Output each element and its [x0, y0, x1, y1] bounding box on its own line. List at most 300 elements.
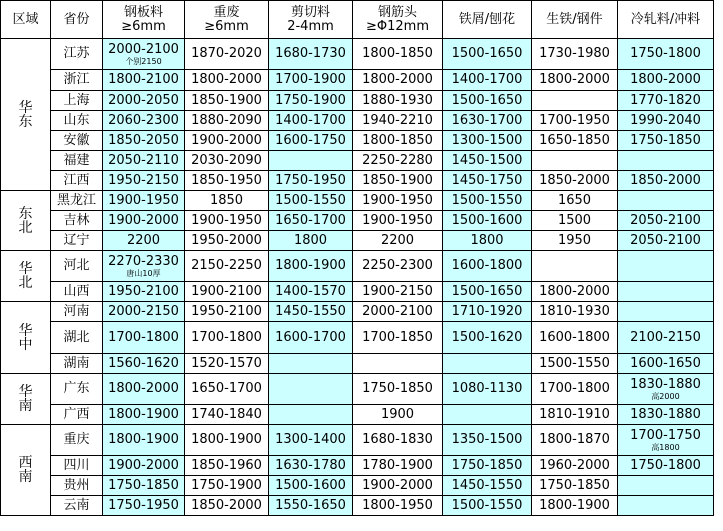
province-cell: 河南 — [51, 302, 103, 322]
rebar-end-price-cell — [353, 496, 443, 516]
heavy-scrap-price-value: 1740-1840 — [191, 406, 262, 422]
iron-chips-price-value: 1500-1600 — [451, 212, 523, 228]
iron-chips-price-cell — [443, 111, 532, 131]
iron-chips-price-cell — [443, 91, 532, 111]
shearing-price-cell — [269, 374, 353, 405]
province-cell: 湖北 — [51, 322, 103, 354]
heavy-scrap-price-value: 1950-2100 — [191, 303, 262, 319]
rebar-end-price-cell — [353, 374, 443, 405]
header-heavy-scrap-name: 重废 — [213, 4, 240, 20]
rebar-end-price-cell — [353, 91, 443, 111]
shearing-price-cell — [269, 91, 353, 111]
steel-plate-price-value: 1800-1900 — [108, 406, 179, 422]
iron-chips-price-value: 1450-1500 — [451, 152, 523, 168]
steel-plate-price-cell — [103, 405, 185, 425]
heavy-scrap-price-value: 1870-2020 — [191, 46, 262, 61]
province-cell: 四川 — [51, 456, 103, 476]
steel-plate-price-value: 1700-1800 — [108, 329, 179, 345]
heavy-scrap-price-value: 1700-1800 — [191, 329, 262, 345]
header-shearing-name: 剪切料 — [290, 4, 330, 20]
table-row — [1, 171, 714, 191]
province-cell: 江西 — [51, 171, 103, 191]
province-cell: 福建 — [51, 151, 103, 171]
table-row — [1, 231, 714, 251]
cold-rolled-price-cell — [618, 231, 714, 251]
pig-iron-price-value: 1600-1800 — [539, 329, 610, 345]
pig-iron-price-cell — [532, 131, 618, 151]
rebar-end-price-value: 1800-1850 — [362, 132, 433, 148]
heavy-scrap-price-cell — [185, 231, 269, 251]
steel-plate-price-cell — [103, 231, 185, 251]
shearing-price-cell — [269, 322, 353, 354]
heavy-scrap-price-cell — [185, 191, 269, 211]
pig-iron-price-value: 1800-2000 — [539, 72, 610, 87]
cold-rolled-price-cell — [618, 191, 714, 211]
iron-chips-price-value: 1450-1550 — [451, 477, 523, 493]
cold-rolled-price-cell — [618, 374, 714, 405]
province-cell: 山东 — [51, 111, 103, 131]
rebar-end-price-cell — [353, 354, 443, 374]
heavy-scrap-price-cell — [185, 251, 269, 282]
heavy-scrap-price-value: 2150-2250 — [191, 258, 262, 273]
iron-chips-price-cell — [443, 171, 532, 191]
pig-iron-price-cell — [532, 231, 618, 251]
pig-iron-price-cell — [532, 476, 618, 496]
iron-chips-price-value: 1400-1700 — [451, 72, 523, 87]
steel-plate-price-value: 2200 — [126, 232, 161, 248]
iron-chips-price-cell — [443, 282, 532, 302]
iron-chips-price-value: 1800 — [470, 232, 504, 248]
shearing-price-cell — [269, 211, 353, 231]
header-steel-plate-spec: ≥6mm — [121, 18, 166, 34]
heavy-scrap-price-value: 1650-1700 — [191, 381, 262, 396]
province-cell: 安徽 — [51, 131, 103, 151]
heavy-scrap-price-value: 1900-1950 — [191, 212, 262, 228]
iron-chips-price-cell — [443, 425, 532, 456]
heavy-scrap-price-cell — [185, 354, 269, 374]
steel-plate-price-value: 1900-2000 — [108, 212, 179, 228]
iron-chips-price-value: 1350-1500 — [451, 432, 523, 447]
shearing-price-cell — [269, 496, 353, 516]
cold-rolled-price-value: 1600-1650 — [630, 355, 701, 371]
steel-plate-price-cell — [103, 171, 185, 191]
header-heavy-scrap — [185, 1, 269, 39]
heavy-scrap-price-cell — [185, 111, 269, 131]
rebar-end-price-value: 1880-1930 — [362, 92, 433, 108]
cold-rolled-price-cell — [618, 171, 714, 191]
iron-chips-price-cell — [443, 302, 532, 322]
steel-plate-price-value: 1750-1850 — [108, 477, 179, 493]
iron-chips-price-value: 1300-1500 — [451, 132, 523, 148]
rebar-end-price-value: 1680-1830 — [362, 432, 433, 447]
pig-iron-price-cell — [532, 111, 618, 131]
rebar-end-price-cell — [353, 211, 443, 231]
iron-chips-price-cell — [443, 39, 532, 70]
table-row — [1, 211, 714, 231]
iron-chips-price-value: 1600-1800 — [451, 258, 523, 273]
iron-chips-price-cell — [443, 405, 532, 425]
shearing-price-cell — [269, 171, 353, 191]
province-cell: 辽宁 — [51, 231, 103, 251]
iron-chips-price-value: 1080-1130 — [451, 381, 523, 396]
pig-iron-price-value: 1800-1870 — [539, 432, 610, 447]
rebar-end-price-cell — [353, 39, 443, 70]
header-row — [1, 1, 714, 39]
cold-rolled-price-value: 1990-2040 — [630, 112, 701, 128]
cold-rolled-price-cell — [618, 456, 714, 476]
header-rebar-end-name: 钢筋头 — [377, 4, 417, 20]
rebar-end-price-value: 1850-1900 — [362, 172, 433, 188]
pig-iron-price-cell — [532, 425, 618, 456]
cold-rolled-price-cell — [618, 91, 714, 111]
steel-plate-price-value: 1900-2000 — [108, 457, 179, 473]
header-region: 区域 — [1, 1, 51, 39]
rebar-end-price-cell — [353, 425, 443, 456]
rebar-end-price-value: 1900 — [380, 406, 415, 422]
iron-chips-price-cell — [443, 374, 532, 405]
heavy-scrap-price-cell — [185, 425, 269, 456]
iron-chips-price-cell — [443, 354, 532, 374]
heavy-scrap-price-value: 1850 — [209, 192, 244, 208]
cold-rolled-price-cell — [618, 111, 714, 131]
region-cell-huadong: 华 东 — [1, 39, 51, 191]
province-cell: 云南 — [51, 496, 103, 516]
pig-iron-price-cell — [532, 354, 618, 374]
steel-plate-price-cell — [103, 131, 185, 151]
steel-plate-price-cell — [103, 425, 185, 456]
province-cell: 江苏 — [51, 39, 103, 70]
heavy-scrap-price-value: 1850-1950 — [191, 172, 262, 188]
region-cell-dongbei: 东 北 — [1, 191, 51, 251]
rebar-end-price-value: 1700-1850 — [362, 329, 433, 345]
pig-iron-price-cell — [532, 302, 618, 322]
table-row — [1, 151, 714, 171]
heavy-scrap-price-cell — [185, 39, 269, 70]
header-rebar-end — [353, 1, 443, 39]
heavy-scrap-price-value: 1850-1960 — [191, 457, 262, 473]
rebar-end-price-cell — [353, 171, 443, 191]
heavy-scrap-price-cell — [185, 131, 269, 151]
rebar-end-price-value: 2000-2100 — [362, 303, 433, 319]
heavy-scrap-price-cell — [185, 302, 269, 322]
steel-plate-price-cell — [103, 496, 185, 516]
province-cell: 河北 — [51, 251, 103, 282]
shearing-price-cell — [269, 191, 353, 211]
cold-rolled-price-value: 2050-2100 — [630, 212, 701, 228]
rebar-end-price-value: 1800-1850 — [362, 46, 433, 61]
province-cell: 吉林 — [51, 211, 103, 231]
steel-plate-price-cell — [103, 151, 185, 171]
province-cell: 上海 — [51, 91, 103, 111]
rebar-end-price-cell — [353, 151, 443, 171]
cold-rolled-price-cell — [618, 70, 714, 91]
heavy-scrap-price-cell — [185, 374, 269, 405]
pig-iron-price-cell — [532, 39, 618, 70]
header-cold-rolled: 冷轧料/冲料 — [618, 1, 714, 39]
rebar-end-price-value: 1780-1900 — [362, 457, 433, 473]
shearing-price-value: 1750-1950 — [275, 172, 346, 188]
region-cell-xinan: 西 南 — [1, 425, 51, 516]
province-cell: 湖南 — [51, 354, 103, 374]
pig-iron-price-cell — [532, 456, 618, 476]
cold-rolled-price-note: 高2000 — [651, 391, 680, 401]
header-rebar-end-spec: ≥Φ12mm — [366, 18, 429, 34]
steel-plate-price-cell — [103, 91, 185, 111]
shearing-price-value: 1680-1730 — [275, 46, 346, 61]
shearing-price-cell — [269, 405, 353, 425]
steel-plate-price-cell — [103, 322, 185, 354]
iron-chips-price-cell — [443, 476, 532, 496]
rebar-end-price-cell — [353, 131, 443, 151]
shearing-price-value: 1500-1600 — [275, 477, 346, 493]
pig-iron-price-cell — [532, 91, 618, 111]
steel-plate-price-note: 唐山10厚 — [126, 268, 161, 278]
rebar-end-price-cell — [353, 322, 443, 354]
heavy-scrap-price-cell — [185, 496, 269, 516]
steel-plate-price-value: 1750-1950 — [108, 497, 179, 513]
table-row — [1, 405, 714, 425]
rebar-end-price-value: 2250-2280 — [362, 152, 433, 168]
shearing-price-cell — [269, 70, 353, 91]
steel-plate-price-cell — [103, 39, 185, 70]
rebar-end-price-value: 2200 — [380, 232, 415, 248]
shearing-price-cell — [269, 151, 353, 171]
heavy-scrap-price-value: 1800-1900 — [191, 432, 262, 447]
steel-plate-price-value: 2000-2150 — [108, 303, 179, 319]
steel-plate-price-value: 1850-2050 — [108, 132, 179, 148]
iron-chips-price-value: 1500-1550 — [451, 192, 523, 208]
table-row — [1, 131, 714, 151]
cold-rolled-price-value: 1750-1850 — [630, 132, 701, 148]
heavy-scrap-price-value: 1880-2090 — [191, 112, 262, 128]
iron-chips-price-value: 1450-1750 — [451, 172, 523, 188]
province-cell: 山西 — [51, 282, 103, 302]
steel-plate-price-value: 2000-2050 — [108, 92, 179, 108]
steel-plate-price-cell — [103, 111, 185, 131]
heavy-scrap-price-cell — [185, 91, 269, 111]
pig-iron-price-value: 1650-1850 — [539, 132, 610, 148]
header-shearing — [269, 1, 353, 39]
cold-rolled-price-value: 1770-1820 — [630, 92, 701, 108]
cold-rolled-price-cell — [618, 251, 714, 282]
steel-plate-price-value: 1950-2100 — [108, 283, 179, 299]
shearing-price-value: 1500-1550 — [275, 192, 346, 208]
table-row — [1, 91, 714, 111]
heavy-scrap-price-value: 1850-1900 — [191, 92, 262, 108]
cold-rolled-price-value: 2100-2150 — [630, 329, 701, 345]
shearing-price-cell — [269, 282, 353, 302]
pig-iron-price-cell — [532, 70, 618, 91]
steel-plate-price-cell — [103, 70, 185, 91]
steel-plate-price-cell — [103, 374, 185, 405]
cold-rolled-price-cell — [618, 476, 714, 496]
shearing-price-value: 1450-1550 — [275, 303, 346, 319]
shearing-price-value: 1800 — [293, 232, 328, 248]
cold-rolled-price-value: 1830-1880 — [630, 406, 701, 422]
heavy-scrap-price-value: 1950-2000 — [191, 232, 262, 248]
pig-iron-price-cell — [532, 322, 618, 354]
shearing-price-cell — [269, 425, 353, 456]
shearing-price-value: 1800-1900 — [275, 258, 346, 273]
shearing-price-cell — [269, 39, 353, 70]
province-cell: 浙江 — [51, 70, 103, 91]
heavy-scrap-price-cell — [185, 405, 269, 425]
iron-chips-price-value: 1500-1620 — [451, 329, 523, 345]
iron-chips-price-cell — [443, 456, 532, 476]
cold-rolled-price-cell — [618, 131, 714, 151]
header-province: 省份 — [51, 1, 103, 39]
rebar-end-price-value: 1800-2000 — [362, 72, 433, 87]
shearing-price-value: 1700-1900 — [275, 72, 346, 87]
iron-chips-price-cell — [443, 251, 532, 282]
heavy-scrap-price-value: 1750-1900 — [191, 477, 262, 493]
heavy-scrap-price-value: 1800-2000 — [191, 72, 262, 87]
table-row — [1, 111, 714, 131]
rebar-end-price-cell — [353, 282, 443, 302]
pig-iron-price-value: 1500 — [557, 212, 592, 228]
table-row — [1, 282, 714, 302]
table-row — [1, 251, 714, 282]
shearing-price-cell — [269, 476, 353, 496]
shearing-price-cell — [269, 456, 353, 476]
shearing-price-cell — [269, 302, 353, 322]
shearing-price-value: 1300-1400 — [275, 432, 346, 447]
heavy-scrap-price-cell — [185, 282, 269, 302]
cold-rolled-price-cell — [618, 354, 714, 374]
shearing-price-value: 1600-1750 — [275, 132, 346, 148]
pig-iron-price-value: 1700-1950 — [539, 112, 610, 128]
rebar-end-price-value: 1900-1950 — [362, 212, 433, 228]
pig-iron-price-value: 1960-2000 — [539, 457, 610, 473]
pig-iron-price-cell — [532, 251, 618, 282]
table-row — [1, 322, 714, 354]
cold-rolled-price-value: 1830-1880 — [630, 376, 701, 392]
table-row — [1, 496, 714, 516]
pig-iron-price-value: 1810-1910 — [539, 406, 610, 422]
rebar-end-price-cell — [353, 111, 443, 131]
pig-iron-price-cell — [532, 282, 618, 302]
steel-plate-price-cell — [103, 211, 185, 231]
region-cell-huazhong: 华 中 — [1, 302, 51, 374]
rebar-end-price-value: 1900-2000 — [362, 477, 433, 493]
shearing-price-cell — [269, 131, 353, 151]
shearing-price-value: 1600-1700 — [275, 329, 346, 345]
rebar-end-price-cell — [353, 231, 443, 251]
table-row — [1, 476, 714, 496]
table-row — [1, 354, 714, 374]
pig-iron-price-value: 1810-1930 — [539, 303, 610, 319]
iron-chips-price-cell — [443, 322, 532, 354]
province-cell: 重庆 — [51, 425, 103, 456]
table-row — [1, 302, 714, 322]
steel-plate-price-cell — [103, 282, 185, 302]
cold-rolled-price-cell — [618, 496, 714, 516]
pig-iron-price-cell — [532, 211, 618, 231]
iron-chips-price-cell — [443, 70, 532, 91]
steel-plate-price-cell — [103, 476, 185, 496]
heavy-scrap-price-cell — [185, 476, 269, 496]
cold-rolled-price-cell — [618, 39, 714, 70]
heavy-scrap-price-value: 1850-2000 — [191, 497, 262, 513]
cold-rolled-price-value: 1800-2000 — [630, 72, 701, 87]
pig-iron-price-value: 1500-1550 — [539, 355, 610, 371]
steel-plate-price-value: 1800-1900 — [108, 432, 179, 447]
cold-rolled-price-cell — [618, 211, 714, 231]
rebar-end-price-value: 1900-1950 — [362, 192, 433, 208]
iron-chips-price-value: 1500-1550 — [451, 497, 523, 513]
rebar-end-price-cell — [353, 476, 443, 496]
rebar-end-price-value: 1940-2210 — [362, 112, 433, 128]
steel-plate-price-value: 1800-2000 — [108, 381, 179, 396]
iron-chips-price-value: 1750-1850 — [451, 457, 523, 473]
iron-chips-price-cell — [443, 151, 532, 171]
heavy-scrap-price-cell — [185, 322, 269, 354]
table-row — [1, 191, 714, 211]
iron-chips-price-cell — [443, 191, 532, 211]
pig-iron-price-cell — [532, 151, 618, 171]
pig-iron-price-value: 1730-1980 — [539, 46, 610, 61]
shearing-price-value: 1750-1900 — [275, 92, 346, 108]
cold-rolled-price-cell — [618, 302, 714, 322]
rebar-end-price-cell — [353, 302, 443, 322]
rebar-end-price-value: 2250-2300 — [362, 258, 433, 273]
rebar-end-price-cell — [353, 191, 443, 211]
iron-chips-price-value: 1500-1650 — [451, 92, 523, 108]
shearing-price-cell — [269, 111, 353, 131]
pig-iron-price-value: 1700-1800 — [539, 381, 610, 396]
steel-plate-price-note: 个别2150 — [125, 56, 162, 66]
pig-iron-price-cell — [532, 405, 618, 425]
heavy-scrap-price-cell — [185, 171, 269, 191]
cold-rolled-price-note: 高1800 — [651, 442, 680, 452]
shearing-price-value: 1630-1780 — [275, 457, 346, 473]
table-row — [1, 39, 714, 70]
header-pig-iron: 生铁/钢件 — [532, 1, 618, 39]
cold-rolled-price-cell — [618, 405, 714, 425]
region-cell-huabei: 华 北 — [1, 251, 51, 302]
steel-plate-price-value: 2060-2300 — [108, 112, 179, 128]
heavy-scrap-price-cell — [185, 151, 269, 171]
rebar-end-price-value: 1750-1850 — [362, 381, 433, 396]
header-heavy-scrap-spec: ≥6mm — [204, 18, 249, 34]
heavy-scrap-price-cell — [185, 456, 269, 476]
province-cell: 广东 — [51, 374, 103, 405]
steel-plate-price-value: 1900-1950 — [108, 192, 179, 208]
steel-plate-price-value: 1800-2100 — [108, 72, 179, 87]
cold-rolled-price-value: 1850-2000 — [630, 172, 701, 188]
cold-rolled-price-value: 1750-1800 — [630, 457, 701, 473]
province-cell: 黑龙江 — [51, 191, 103, 211]
rebar-end-price-value: 1800-1950 — [362, 497, 433, 513]
pig-iron-price-value: 1750-1850 — [539, 477, 610, 493]
iron-chips-price-value: 1630-1700 — [451, 112, 523, 128]
pig-iron-price-value: 1850-2000 — [539, 172, 610, 188]
iron-chips-price-value: 1710-1920 — [451, 303, 523, 319]
pig-iron-price-cell — [532, 191, 618, 211]
steel-plate-price-value: 2270-2330 — [108, 253, 179, 269]
heavy-scrap-price-cell — [185, 211, 269, 231]
pig-iron-price-value: 1800-2000 — [539, 283, 610, 299]
heavy-scrap-price-value: 1900-2100 — [191, 283, 262, 299]
steel-plate-price-cell — [103, 251, 185, 282]
cold-rolled-price-cell — [618, 322, 714, 354]
cold-rolled-price-value: 1750-1800 — [630, 46, 701, 61]
header-steel-plate — [103, 1, 185, 39]
shearing-price-cell — [269, 354, 353, 374]
iron-chips-price-cell — [443, 231, 532, 251]
heavy-scrap-price-value: 1900-2000 — [191, 132, 262, 148]
province-cell: 广西 — [51, 405, 103, 425]
